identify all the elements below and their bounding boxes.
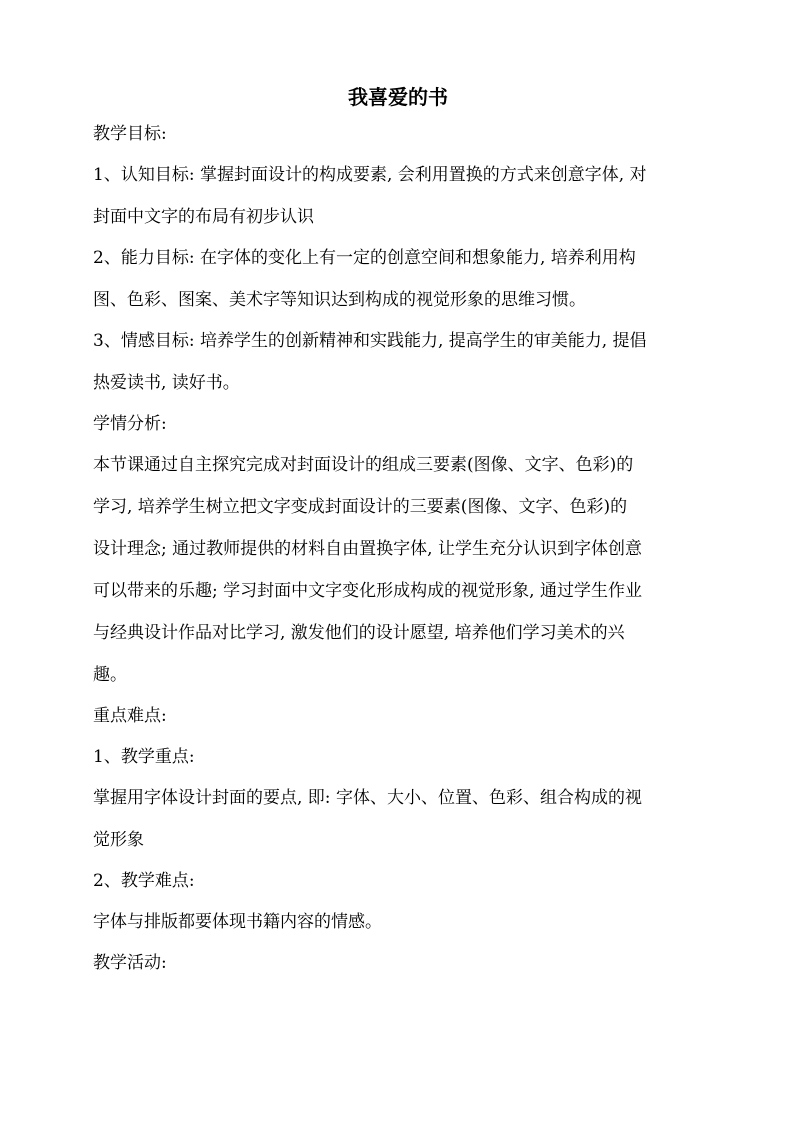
text-line: 与经典设计作品对比学习, 激发他们的设计愿望, 培养他们学习美术的兴	[93, 623, 625, 643]
text-line: 设计理念; 通过教师提供的材料自由置换字体, 让学生充分认识到字体创意	[93, 539, 642, 559]
document-body	[93, 84, 703, 994]
text-line: 1、教学重点:	[93, 747, 195, 767]
text-line: 2、教学难点:	[93, 871, 195, 891]
document-title: 我喜爱的书	[348, 85, 448, 109]
paragraph-teaching-focus-heading	[93, 747, 703, 768]
text-line: 重点难点:	[93, 706, 167, 726]
paragraph-learning-analysis-heading	[93, 414, 703, 435]
text-line: 趣。	[93, 665, 127, 685]
paragraph-teaching-focus	[93, 788, 703, 851]
paragraph-teaching-activities-heading	[93, 953, 703, 974]
text-line: 可以带来的乐趣; 学习封面中文字变化形成构成的视觉形象, 通过学生作业	[93, 581, 642, 601]
text-line: 2、能力目标: 在字体的变化上有一定的创意空间和想象能力, 培养利用构	[93, 248, 636, 268]
paragraph-emotional-goal	[93, 331, 703, 394]
text-line: 学情分析:	[93, 414, 167, 434]
paragraph-teaching-goals-heading	[93, 124, 703, 145]
text-line: 教学活动:	[93, 953, 167, 973]
text-line: 学习, 培养学生树立把文字变成封面设计的三要素(图像、文字、色彩)的	[93, 497, 628, 517]
paragraph-key-difficulties-heading	[93, 706, 703, 727]
text-line: 图、色彩、图案、美术字等知识达到构成的视觉形象的思维习惯。	[93, 290, 586, 310]
paragraph-teaching-difficulty	[93, 912, 703, 933]
text-line: 觉形象	[93, 830, 144, 850]
text-line: 3、情感目标: 培养学生的创新精神和实践能力, 提高学生的审美能力, 提倡	[93, 331, 647, 351]
text-line: 字体与排版都要体现书籍内容的情感。	[93, 912, 382, 932]
text-line: 1、认知目标: 掌握封面设计的构成要素, 会利用置换的方式来创意字体, 对	[93, 165, 647, 185]
text-line: 教学目标:	[93, 124, 167, 144]
paragraph-learning-analysis	[93, 455, 703, 686]
paragraph-teaching-difficulty-heading	[93, 871, 703, 892]
text-line: 封面中文字的布局有初步认识	[93, 207, 314, 227]
paragraph-ability-goal	[93, 248, 703, 311]
text-line: 本节课通过自主探究完成对封面设计的组成三要素(图像、文字、色彩)的	[93, 455, 634, 475]
text-line: 热爱读书, 读好书。	[93, 373, 240, 393]
paragraph-cognitive-goal	[93, 165, 703, 228]
text-line: 掌握用字体设计封面的要点, 即: 字体、大小、位置、色彩、组合构成的视	[93, 788, 642, 808]
